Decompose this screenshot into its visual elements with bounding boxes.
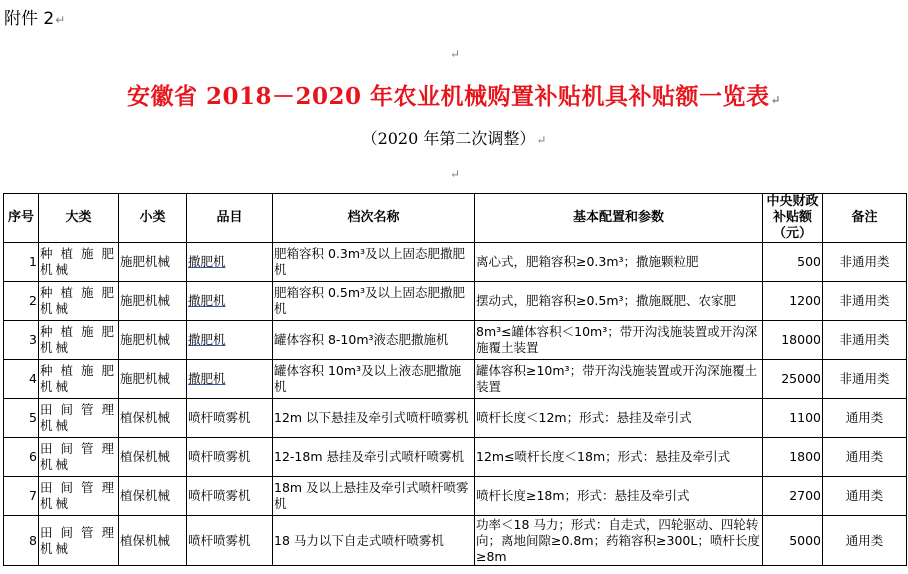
paragraph-mark-icon: ↵	[536, 133, 547, 147]
cell-seq: 4	[4, 360, 39, 399]
table-row	[4, 243, 907, 282]
cell-minor: 施肥机械	[119, 321, 187, 360]
cell-major: 种植施肥机械	[39, 321, 119, 360]
cell-major: 田间管理机械	[39, 399, 119, 438]
cell-grade: 罐体容积 8-10m³液态肥撒施机	[273, 321, 475, 360]
cell-config: 8m³≤罐体容积＜10m³；带开沟浅施装置或开沟深施覆土装置	[475, 321, 763, 360]
cell-remark: 非通用类	[823, 243, 907, 282]
cell-config: 罐体容积≥10m³；带开沟浅施装置或开沟深施覆土装置	[475, 360, 763, 399]
cell-seq: 7	[4, 477, 39, 516]
table-row	[4, 516, 907, 566]
cell-minor: 植保机械	[119, 399, 187, 438]
table-row	[4, 438, 907, 477]
cell-subsidy: 1800	[763, 438, 823, 477]
header-major: 大类	[39, 194, 119, 243]
cell-minor: 施肥机械	[119, 360, 187, 399]
header-item: 品目	[187, 194, 273, 243]
cell-grade: 12-18m 悬挂及牵引式喷杆喷雾机	[273, 438, 475, 477]
table-row	[4, 399, 907, 438]
cell-major: 田间管理机械	[39, 438, 119, 477]
cell-remark: 非通用类	[823, 321, 907, 360]
cell-item: 撒肥机	[187, 243, 273, 282]
paragraph-mark-icon: ↵	[450, 167, 461, 181]
cell-grade: 12m 以下悬挂及牵引式喷杆喷雾机	[273, 399, 475, 438]
cell-major: 田间管理机械	[39, 516, 119, 566]
cell-seq: 6	[4, 438, 39, 477]
paragraph-mark-icon: ↵	[770, 93, 782, 107]
cell-subsidy: 1200	[763, 282, 823, 321]
cell-grade: 罐体容积 10m³及以上液态肥撒施机	[273, 360, 475, 399]
cell-major: 种植施肥机械	[39, 360, 119, 399]
cell-seq: 5	[4, 399, 39, 438]
cell-minor: 施肥机械	[119, 282, 187, 321]
cell-grade: 18 马力以下自走式喷杆喷雾机	[273, 516, 475, 566]
paragraph-mark-icon: ↵	[55, 13, 66, 27]
cell-remark: 非通用类	[823, 282, 907, 321]
cell-subsidy: 1100	[763, 399, 823, 438]
table-row	[4, 282, 907, 321]
cell-remark: 非通用类	[823, 360, 907, 399]
cell-remark: 通用类	[823, 477, 907, 516]
cell-config: 喷杆长度≥18m；形式：悬挂及牵引式	[475, 477, 763, 516]
cell-item: 撒肥机	[187, 282, 273, 321]
header-seq: 序号	[4, 194, 39, 243]
cell-subsidy: 18000	[763, 321, 823, 360]
subsidy-table	[3, 193, 907, 566]
cell-grade: 肥箱容积 0.3m³及以上固态肥撒肥机	[273, 243, 475, 282]
cell-config: 摆动式，肥箱容积≥0.5m³；撒施厩肥、农家肥	[475, 282, 763, 321]
cell-remark: 通用类	[823, 516, 907, 566]
cell-remark: 通用类	[823, 438, 907, 477]
header-minor: 小类	[119, 194, 187, 243]
cell-major: 种植施肥机械	[39, 282, 119, 321]
cell-item: 撒肥机	[187, 360, 273, 399]
cell-config: 喷杆长度＜12m；形式：悬挂及牵引式	[475, 399, 763, 438]
header-remark: 备注	[823, 194, 907, 243]
cell-config: 功率＜18 马力；形式：自走式，四轮驱动、四轮转向；离地间隙≥0.8m；药箱容积≥300L；喷杆长度≥8m	[475, 516, 763, 566]
cell-subsidy: 25000	[763, 360, 823, 399]
cell-seq: 8	[4, 516, 39, 566]
cell-subsidy: 2700	[763, 477, 823, 516]
table-row	[4, 321, 907, 360]
cell-item: 喷杆喷雾机	[187, 477, 273, 516]
cell-grade: 肥箱容积 0.5m³及以上固态肥撒肥机	[273, 282, 475, 321]
cell-minor: 植保机械	[119, 516, 187, 566]
document-title: 安徽省 2018－2020 年农业机械购置补贴机具补贴额一览表↵	[126, 83, 782, 110]
cell-config: 离心式，肥箱容积≥0.3m³；撒施颗粒肥	[475, 243, 763, 282]
cell-major: 田间管理机械	[39, 477, 119, 516]
cell-subsidy: 500	[763, 243, 823, 282]
cell-minor: 施肥机械	[119, 243, 187, 282]
table-row	[4, 360, 907, 399]
header-config: 基本配置和参数	[475, 194, 763, 243]
cell-minor: 植保机械	[119, 477, 187, 516]
table-header-row	[4, 194, 907, 243]
cell-grade: 18m 及以上悬挂及牵引式喷杆喷雾机	[273, 477, 475, 516]
table-row	[4, 477, 907, 516]
cell-minor: 植保机械	[119, 438, 187, 477]
cell-major: 种植施肥机械	[39, 243, 119, 282]
cell-item: 撒肥机	[187, 321, 273, 360]
cell-item: 喷杆喷雾机	[187, 399, 273, 438]
document-subtitle: （2020 年第二次调整）↵	[361, 129, 547, 148]
cell-seq: 3	[4, 321, 39, 360]
cell-seq: 1	[4, 243, 39, 282]
header-subsidy: 中央财政补贴额（元）	[763, 194, 823, 243]
cell-seq: 2	[4, 282, 39, 321]
paragraph-mark-icon: ↵	[450, 47, 461, 61]
cell-config: 12m≤喷杆长度＜18m；形式：悬挂及牵引式	[475, 438, 763, 477]
cell-item: 喷杆喷雾机	[187, 516, 273, 566]
cell-subsidy: 5000	[763, 516, 823, 566]
attachment-label: 附件 2↵	[4, 9, 66, 29]
header-grade: 档次名称	[273, 194, 475, 243]
cell-item: 喷杆喷雾机	[187, 438, 273, 477]
cell-remark: 通用类	[823, 399, 907, 438]
